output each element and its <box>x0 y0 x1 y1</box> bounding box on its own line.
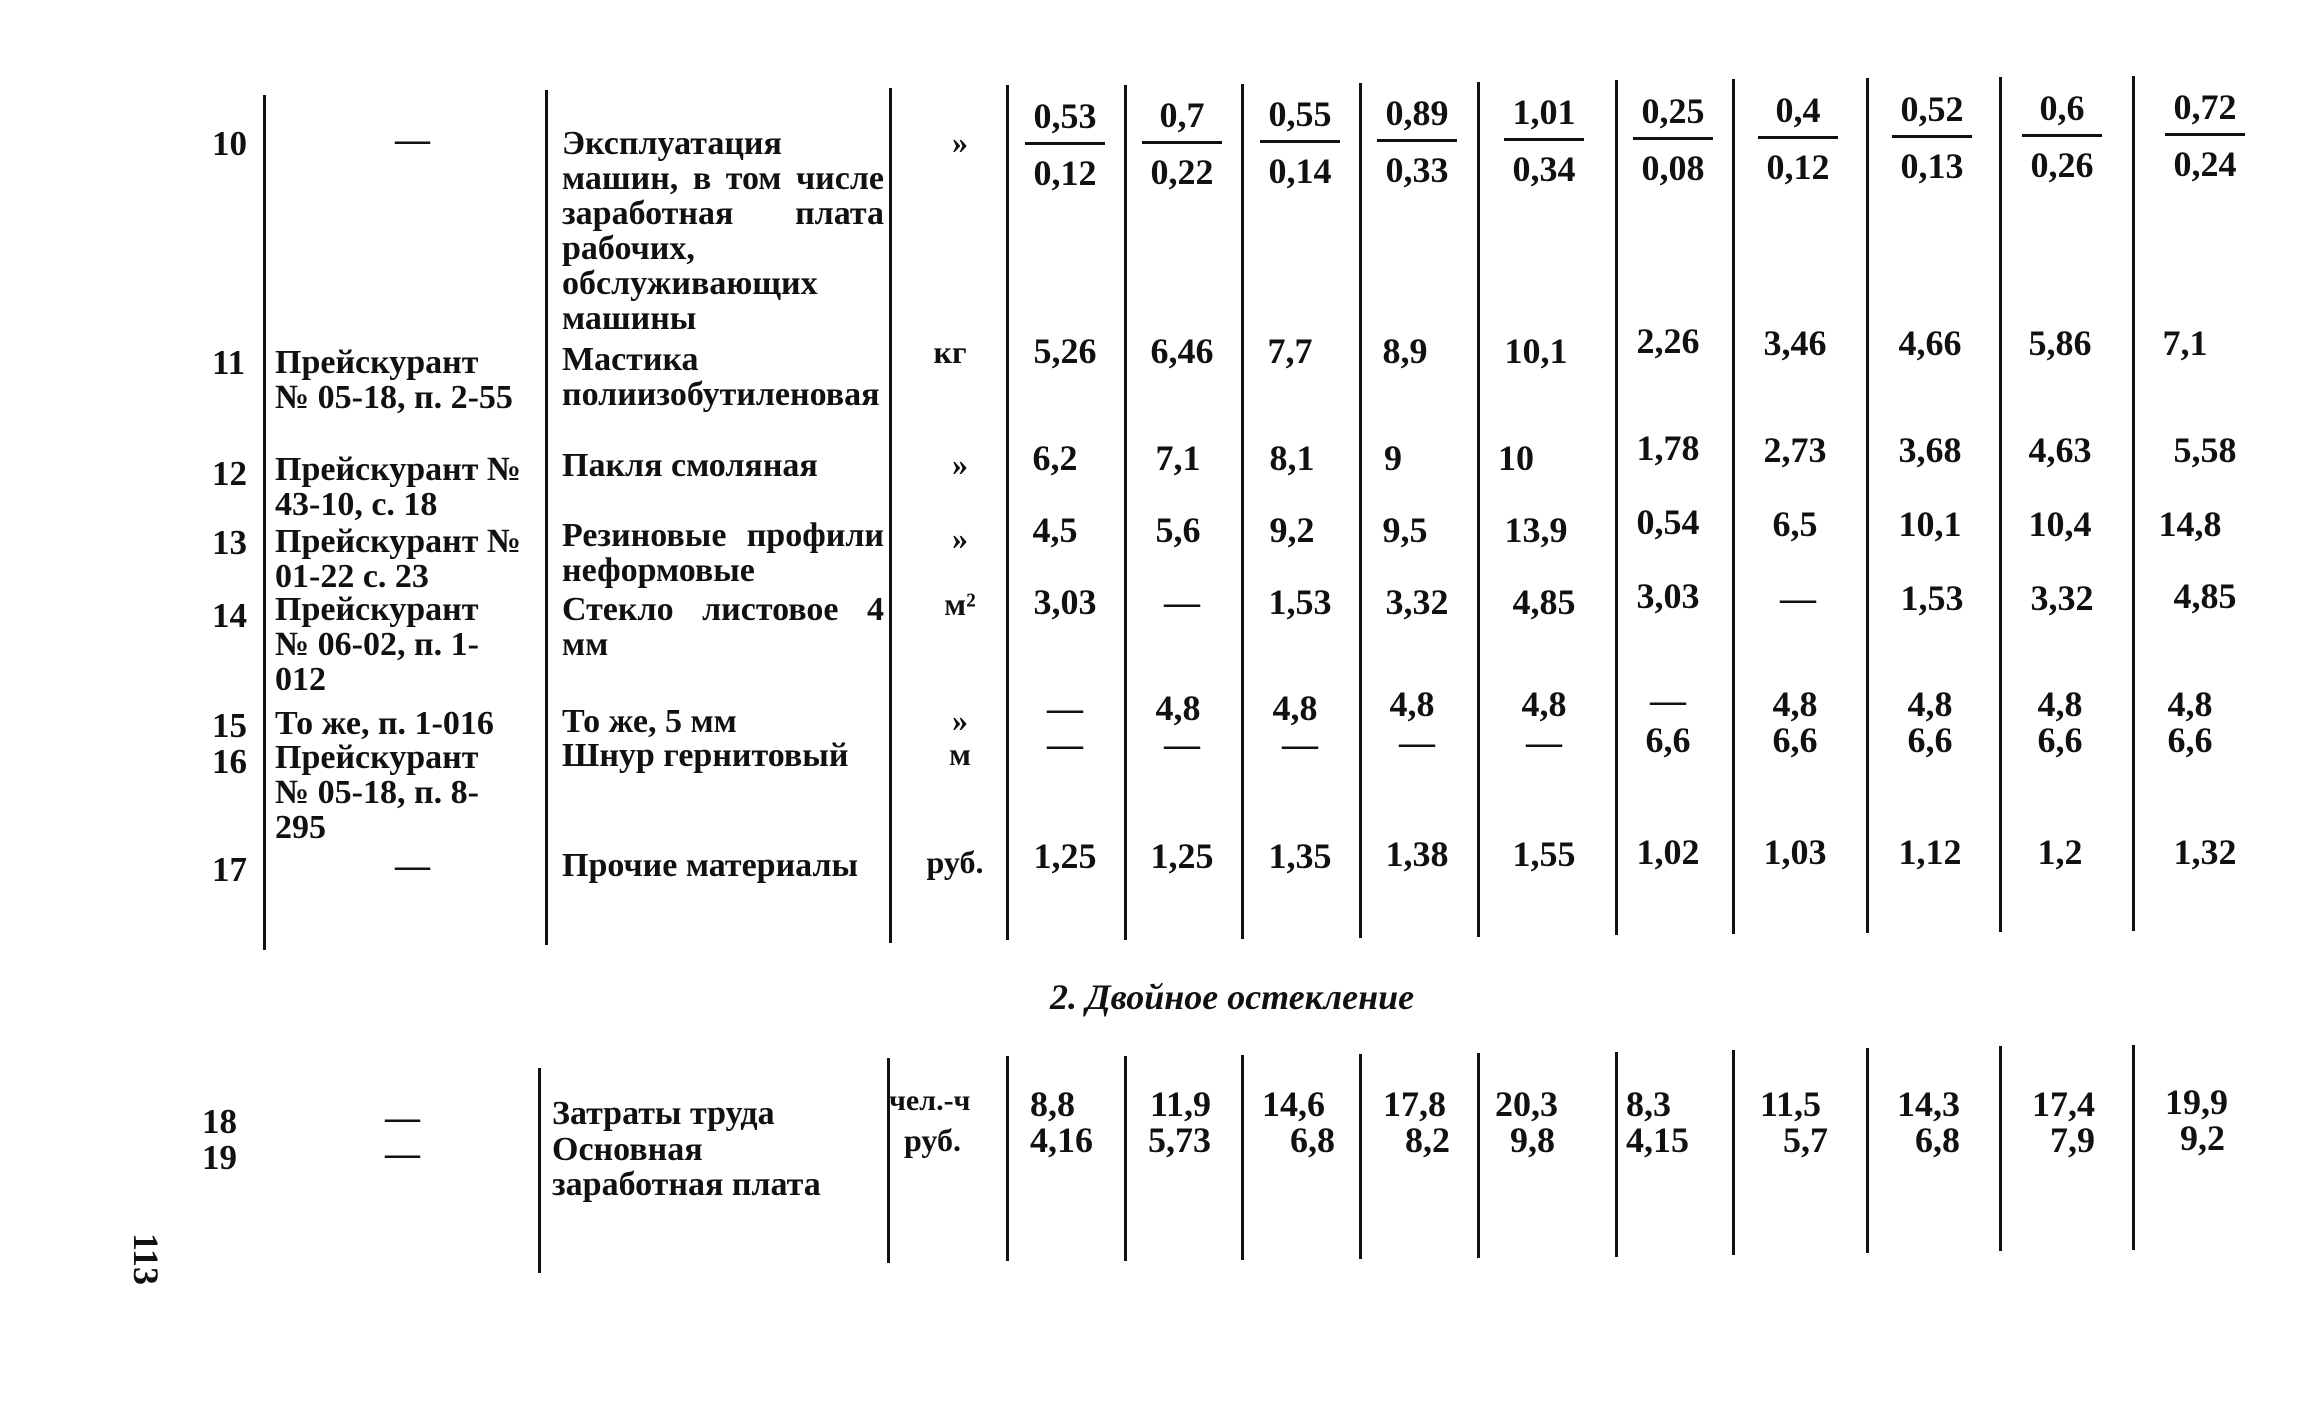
unit: руб. <box>926 844 984 880</box>
rule <box>1999 1046 2002 1251</box>
value-cell: 3,68 <box>1898 430 1962 470</box>
value-cell: 11,9 <box>1150 1084 1212 1124</box>
unit: » <box>952 702 968 738</box>
value-cell: 20,3 <box>1495 1084 1558 1124</box>
row-number: 10 <box>212 124 247 163</box>
rule <box>1477 82 1480 937</box>
fraction-bar <box>1504 138 1584 141</box>
value-cell: 9,2 <box>1269 510 1315 550</box>
fraction-value: 0,6 0,26 <box>2002 90 2122 183</box>
rule <box>1615 1052 1618 1257</box>
value-cell: — <box>1399 722 1435 762</box>
value-cell: 7,7 <box>1267 331 1313 371</box>
value-cell: 4,63 <box>2028 430 2092 470</box>
value-cell: 1,32 <box>2173 832 2237 872</box>
value-cell: 4,8 <box>2167 684 2213 724</box>
value-cell: 6,6 <box>1907 720 1953 760</box>
value-cell: 6,8 <box>1915 1120 1960 1160</box>
value-cell: 14,8 <box>2158 504 2222 544</box>
item-name: Затраты труда <box>552 1095 775 1132</box>
value-cell: 2,73 <box>1763 430 1827 470</box>
value-cell: 1,25 <box>1150 836 1214 876</box>
value-cell: 2,26 <box>1636 321 1700 361</box>
value-cell: 4,85 <box>2173 576 2237 616</box>
value-cell: 14,6 <box>1262 1084 1325 1124</box>
source-ref: Прейскурант № 43-10, с. 18 <box>275 451 522 523</box>
fraction-value: 0,89 0,33 <box>1357 95 1477 188</box>
rule <box>2132 76 2135 931</box>
row-number: 11 <box>212 343 246 382</box>
value-cell: 4,8 <box>1272 688 1318 728</box>
row-number: 13 <box>212 523 247 562</box>
value-cell: 4,15 <box>1626 1120 1689 1160</box>
item-name: Пакля смоляная <box>562 447 818 484</box>
fraction-value: 0,72 0,24 <box>2145 89 2265 182</box>
unit: кг <box>933 334 967 370</box>
value-cell: 1,38 <box>1385 834 1449 874</box>
unit: руб. <box>904 1122 961 1158</box>
page-number: 113 <box>126 1232 167 1286</box>
value-cell: 5,58 <box>2173 430 2237 470</box>
item-name: То же, 5 мм <box>562 703 737 740</box>
value-cell: 3,03 <box>1636 576 1700 616</box>
value-cell: 9 <box>1384 438 1402 478</box>
value-cell: 6,5 <box>1772 504 1818 544</box>
item-name: Прочие материалы <box>562 847 859 884</box>
value-cell: 9,2 <box>2180 1118 2225 1158</box>
value-cell: 11,5 <box>1760 1084 1822 1124</box>
value-cell: 10,1 <box>1898 504 1962 544</box>
value-cell: 8,8 <box>1030 1084 1075 1124</box>
value-cell: — <box>1780 578 1816 618</box>
source-ref: — <box>385 1098 420 1137</box>
value-cell: 10,4 <box>2028 504 2092 544</box>
value-cell: — <box>1650 680 1686 720</box>
value-cell: 5,6 <box>1155 510 1201 550</box>
fraction-bar <box>1892 135 1972 138</box>
item-name: Шнур гернитовый <box>562 737 849 774</box>
fraction-bar <box>1142 141 1222 144</box>
value-cell: 4,8 <box>1155 688 1201 728</box>
value-cell: 10 <box>1498 438 1534 478</box>
value-cell: 1,12 <box>1898 832 1962 872</box>
rule <box>1124 1056 1127 1261</box>
value-cell: 1,2 <box>2037 832 2083 872</box>
source-ref: Прейскурант № 01-22 с. 23 <box>275 523 522 595</box>
unit: » <box>952 520 968 556</box>
rule <box>545 90 548 945</box>
fraction-value: 0,55 0,14 <box>1240 96 1360 189</box>
value-cell: — <box>1164 582 1200 622</box>
value-cell: 9,5 <box>1382 510 1428 550</box>
value-cell: 8,2 <box>1405 1120 1450 1160</box>
item-name: Основная заработная плата <box>552 1131 821 1203</box>
value-cell: 1,53 <box>1900 578 1964 618</box>
source-ref: — <box>395 846 430 885</box>
row-number: 12 <box>212 454 247 493</box>
source-ref: — <box>395 120 430 159</box>
value-cell: 1,02 <box>1636 832 1700 872</box>
value-cell: — <box>1047 688 1083 728</box>
value-cell: 7,1 <box>2162 323 2208 363</box>
value-cell: 4,85 <box>1512 582 1576 622</box>
unit: » <box>952 446 968 482</box>
row-number: 17 <box>212 850 247 889</box>
fraction-value: 0,53 0,12 <box>1005 98 1125 191</box>
value-cell: — <box>1047 724 1083 764</box>
row-number: 16 <box>212 742 247 781</box>
rule <box>263 95 266 950</box>
value-cell: 6,2 <box>1032 438 1078 478</box>
value-cell: 9,8 <box>1510 1120 1555 1160</box>
value-cell: 10,1 <box>1504 331 1568 371</box>
value-cell: 8,9 <box>1382 331 1428 371</box>
value-cell: 6,6 <box>1772 720 1818 760</box>
value-cell: 0,54 <box>1636 502 1700 542</box>
value-cell: 4,8 <box>2037 684 2083 724</box>
source-ref: Прейскурант № 05-18, п. 2-55 <box>275 344 513 416</box>
source-ref: Прейскурант № 05-18, п. 8-295 <box>275 739 479 846</box>
fraction-value: 0,4 0,12 <box>1738 92 1858 185</box>
value-cell: 8,1 <box>1269 438 1315 478</box>
row-number: 14 <box>212 596 247 635</box>
value-cell: 4,16 <box>1030 1120 1093 1160</box>
fraction-bar <box>1260 140 1340 143</box>
value-cell: 4,8 <box>1772 684 1818 724</box>
unit: м <box>949 736 971 772</box>
value-cell: 17,4 <box>2032 1084 2095 1124</box>
fraction-value: 1,01 0,34 <box>1484 94 1604 187</box>
value-cell: 4,8 <box>1389 684 1435 724</box>
rule <box>2132 1045 2135 1250</box>
unit: м² <box>944 586 976 622</box>
rule <box>1732 1050 1735 1255</box>
value-cell: 13,9 <box>1504 510 1568 550</box>
row-number: 19 <box>202 1138 237 1177</box>
rule <box>1999 77 2002 932</box>
value-cell: 4,5 <box>1032 510 1078 550</box>
value-cell: 4,66 <box>1898 323 1962 363</box>
value-cell: 4,8 <box>1521 684 1567 724</box>
value-cell: 6,6 <box>2167 720 2213 760</box>
item-name: Эксплуатация машин, в том числе заработная плата рабочих, обслуживающих машины <box>562 125 884 337</box>
item-name: Мастика полиизобутиленовая <box>562 341 880 413</box>
rule <box>889 88 892 943</box>
rule <box>1477 1053 1480 1258</box>
rule <box>1359 83 1362 938</box>
rule <box>1359 1054 1362 1259</box>
fraction-bar <box>1377 139 1457 142</box>
value-cell: 5,86 <box>2028 323 2092 363</box>
value-cell: 5,73 <box>1148 1120 1211 1160</box>
fraction-value: 0,7 0,22 <box>1122 97 1242 190</box>
value-cell: 3,32 <box>1385 582 1449 622</box>
source-ref: — <box>385 1134 420 1173</box>
row-number: 15 <box>212 706 247 745</box>
value-cell: 1,53 <box>1268 582 1332 622</box>
item-name: Стекло листовое 4 мм <box>562 591 884 663</box>
rule <box>538 1068 541 1273</box>
source-ref: Прейскурант № 06-02, п. 1-012 <box>275 591 479 698</box>
rule <box>1006 1056 1009 1261</box>
rule <box>1241 1055 1244 1260</box>
value-cell: 1,55 <box>1512 834 1576 874</box>
value-cell: 3,46 <box>1763 323 1827 363</box>
value-cell: 7,1 <box>1155 438 1201 478</box>
value-cell: 1,35 <box>1268 836 1332 876</box>
value-cell: 1,78 <box>1636 428 1700 468</box>
value-cell: 5,26 <box>1033 331 1097 371</box>
fraction-bar <box>2165 133 2245 136</box>
section-title: 2. Двойное остекление <box>1050 977 1415 1017</box>
unit: чел.-ч <box>889 1084 971 1117</box>
row-number: 18 <box>202 1102 237 1141</box>
unit: » <box>952 124 968 160</box>
source-ref: То же, п. 1-016 <box>275 705 494 742</box>
value-cell: 19,9 <box>2165 1082 2228 1122</box>
value-cell: 8,3 <box>1626 1084 1671 1124</box>
rule <box>1866 1048 1869 1253</box>
value-cell: 6,46 <box>1150 331 1214 371</box>
fraction-bar <box>1633 137 1713 140</box>
value-cell: 14,3 <box>1897 1084 1960 1124</box>
value-cell: 3,03 <box>1033 582 1097 622</box>
value-cell: 1,03 <box>1763 832 1827 872</box>
fraction-value: 0,52 0,13 <box>1872 91 1992 184</box>
fraction-bar <box>2022 134 2102 137</box>
item-name: Резиновые профили неформовые <box>562 517 884 589</box>
value-cell: — <box>1526 722 1562 762</box>
value-cell: 1,25 <box>1033 836 1097 876</box>
value-cell: 6,8 <box>1290 1120 1335 1160</box>
value-cell: 17,8 <box>1383 1084 1446 1124</box>
value-cell: — <box>1282 724 1318 764</box>
value-cell: 6,6 <box>2037 720 2083 760</box>
rule <box>1866 78 1869 933</box>
value-cell: 4,8 <box>1907 684 1953 724</box>
value-cell: — <box>1164 724 1200 764</box>
value-cell: 7,9 <box>2050 1120 2095 1160</box>
value-cell: 3,32 <box>2030 578 2094 618</box>
fraction-bar <box>1758 136 1838 139</box>
value-cell: 6,6 <box>1645 720 1691 760</box>
fraction-value: 0,25 0,08 <box>1613 93 1733 186</box>
value-cell: 5,7 <box>1783 1120 1828 1160</box>
fraction-bar <box>1025 142 1105 145</box>
